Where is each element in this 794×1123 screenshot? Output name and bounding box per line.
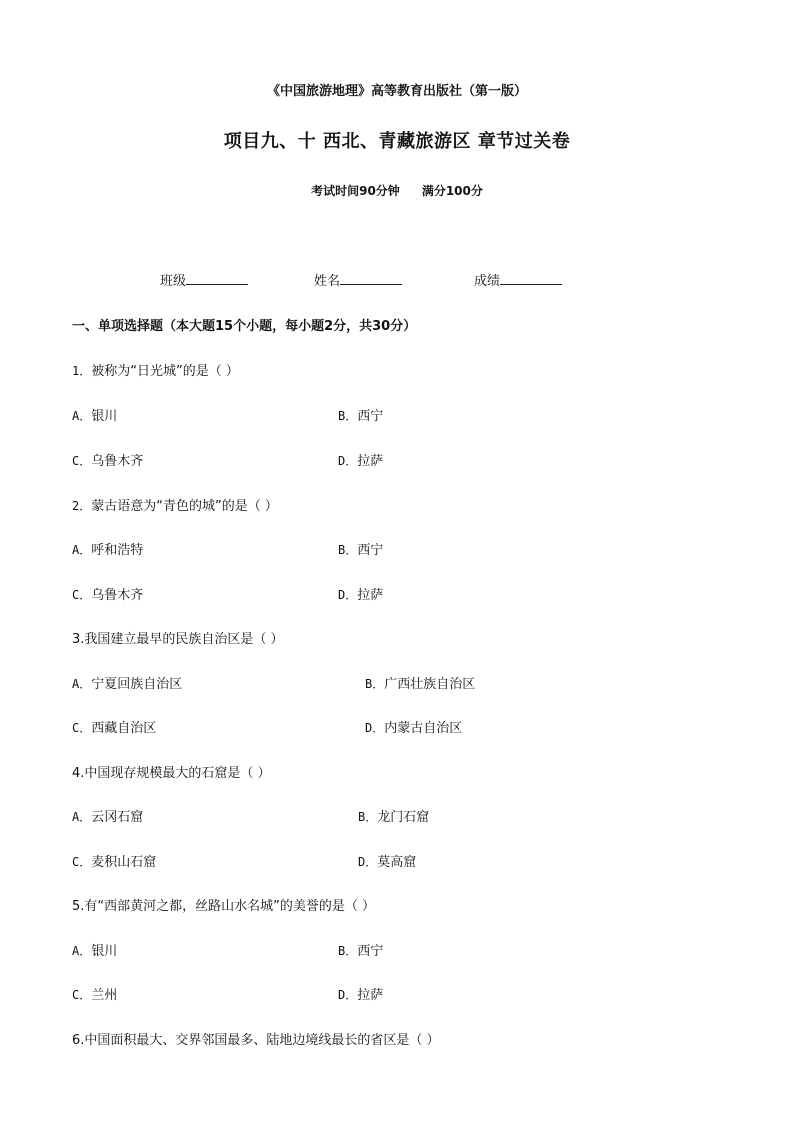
option-a[interactable]: A．呼和浩特 — [72, 543, 144, 558]
question-4 — [72, 762, 271, 781]
exam-time: 考试时间90分钟 — [311, 184, 400, 198]
question-stem: 蒙古语意为“青色的城”的是（ ） — [91, 499, 278, 514]
question-2 — [72, 495, 278, 514]
option-c[interactable]: C．麦积山石窟 — [72, 855, 157, 870]
option-b[interactable]: B．西宁 — [338, 409, 384, 424]
question-stem: 有“西部黄河之都，丝路山水名城”的美誉的是（ ） — [84, 899, 376, 914]
question-stem: 中国现存规模最大的石窟是（ ） — [84, 766, 271, 781]
option-a[interactable]: A．银川 — [72, 409, 118, 424]
question-number: 6. — [72, 1033, 85, 1048]
option-d[interactable]: D．拉萨 — [338, 988, 384, 1003]
option-a[interactable]: A．银川 — [72, 944, 118, 959]
question-stem: 中国面积最大、交界邻国最多、陆地边境线最长的省区是（ ） — [84, 1033, 440, 1048]
option-c[interactable]: C．西藏自治区 — [72, 721, 157, 736]
question-stem: 被称为“日光城”的是（ ） — [91, 364, 239, 379]
section-title: 一、单项选择题（本大题15个小题，每小题2分，共30分） — [72, 319, 417, 334]
option-d[interactable]: D．拉萨 — [338, 454, 384, 469]
question-number: 1． — [72, 364, 92, 378]
question-1 — [72, 360, 239, 379]
score-field — [474, 270, 562, 289]
option-b[interactable]: B．广西壮族自治区 — [365, 677, 476, 692]
option-d[interactable]: D．拉萨 — [338, 588, 384, 603]
option-b[interactable]: B．西宁 — [338, 543, 384, 558]
question-number: 3. — [72, 632, 85, 647]
name-blank[interactable] — [340, 270, 402, 285]
option-b[interactable]: B．西宁 — [338, 944, 384, 959]
book-source-line: 《中国旅游地理》高等教育出版社（第一版） — [266, 84, 527, 99]
option-c[interactable]: C．兰州 — [72, 988, 118, 1003]
full-score: 满分100分 — [421, 184, 483, 198]
question-number: 5. — [72, 899, 85, 914]
question-5 — [72, 895, 375, 914]
class-field — [160, 270, 248, 289]
question-number: 4. — [72, 766, 85, 781]
question-stem: 我国建立最早的民族自治区是（ ） — [84, 632, 284, 647]
score-label: 成绩 — [474, 274, 501, 289]
class-label: 班级 — [160, 274, 187, 289]
option-c[interactable]: C．乌鲁木齐 — [72, 588, 144, 603]
name-label: 姓名 — [314, 274, 341, 289]
option-b[interactable]: B．龙门石窟 — [358, 810, 430, 825]
exam-meta — [0, 182, 794, 199]
question-3 — [72, 628, 284, 647]
question-6 — [72, 1029, 440, 1048]
class-blank[interactable] — [186, 270, 248, 285]
page-title: 项目九、十 西北、青藏旅游区 章节过关卷 — [223, 131, 571, 152]
question-number: 2． — [72, 499, 92, 513]
option-a[interactable]: A．云冈石窟 — [72, 810, 144, 825]
option-d[interactable]: D．莫高窟 — [358, 855, 417, 870]
score-blank[interactable] — [500, 270, 562, 285]
option-a[interactable]: A．宁夏回族自治区 — [72, 677, 183, 692]
name-field — [314, 270, 402, 289]
option-c[interactable]: C．乌鲁木齐 — [72, 454, 144, 469]
option-d[interactable]: D．内蒙古自治区 — [365, 721, 463, 736]
